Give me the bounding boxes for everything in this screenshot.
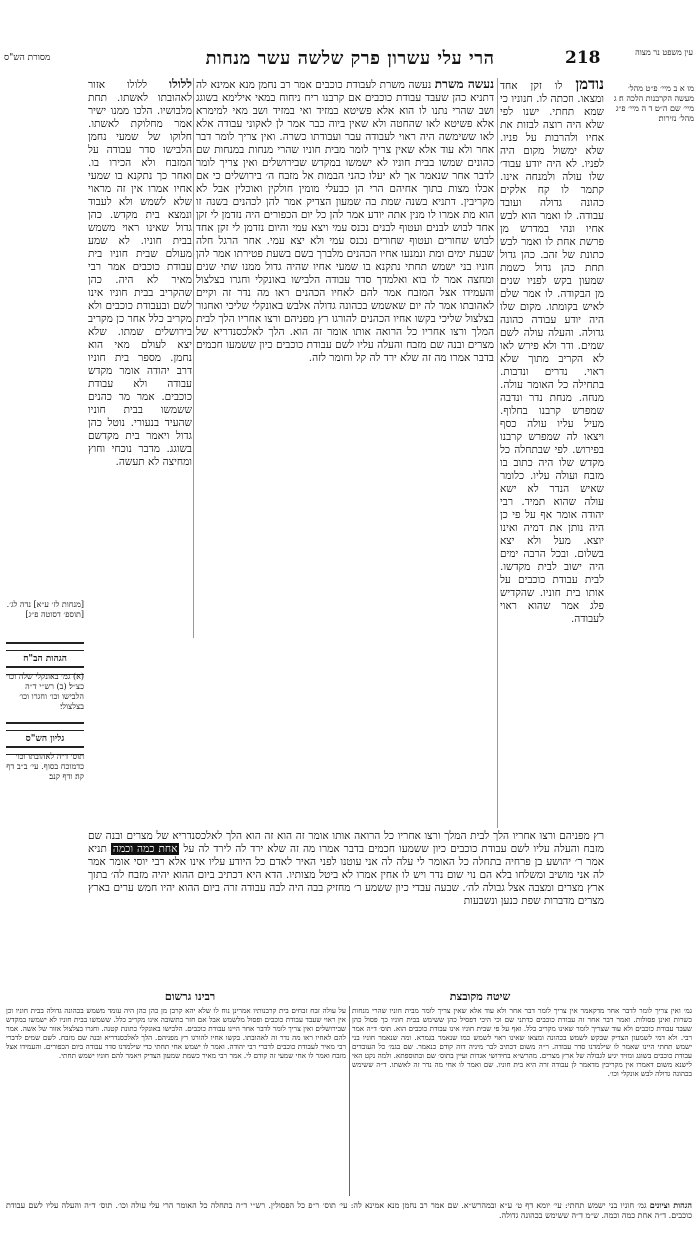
folio-number: 218: [565, 48, 601, 68]
rashi-column: [500, 78, 604, 898]
hagahot-habach-text: (א) גמ׳ באונקלי שלה וכו׳ כצ״ל׃ (ב) רש״י ד״ה הלבישו וכו׳ וחגרו וכו׳ בצלצולי׃: [6, 672, 84, 711]
rabbeinu-gershom-text: על עולה זבח זבחים בית קרבנותיו אמרינן נוח לו שלא יהא קרבן מן כהן כהן היה עומד משמש בכהונה גדולה בבית חוניו וכן אין ראוי שעבד עבודת כוכבים ופסול מלשמש אבל אם חזר בתשובה אינו מקריב כלל. ששמשו בבית חוניו לא ישמשו במקדש שבירושלים ואין צריך לומר לדבר אחר היינו עבודת כוכבים. הלבישו באונקלי כתונת קטנה. וחגרו בצלצול אזור של אשה. אמר להם לאחיו ראו מה נדר זה לאהובתו. בקשו אחיו להורגו רץ מפניהם. הלך לאלכסנדריא ובנה שם מזבח. לשם שמים לדברי רבי מאיר לעבודת כוכבים לדברי רבי יהודה. ואמר לו ישמש אחי תחתי כדי שילמדנו סדר עבודה ביום הכפורים. והעמידו אצל מזבח ואמר לו אחי שמעי זה קודם לי. אמר רבי מאיר כשמת שמעון הצדיק ויאמר להם חוניו ישמש תחתי.: [6, 1006, 346, 1060]
hagahot-vetziyunim: [6, 1200, 692, 1248]
rashi-lead-word: נודמן: [575, 78, 604, 93]
column-divider: [497, 78, 498, 828]
column-divider: [193, 78, 194, 638]
ein-mishpat-label: עין משפט נר מצוה: [635, 48, 693, 57]
gilyon-hashas-title: גליון הש"ס: [25, 734, 65, 744]
gilyon-hashas-text: תוס׳ ד״ה לאהובתו וכו׳ כדמוכח בסוף. עי׳ ב״ב דף קה׃ ודף קנב׃: [6, 752, 84, 781]
hagahot-habach-title: הגהות הב"ח: [23, 654, 67, 664]
gemara-column: [196, 78, 494, 828]
ornament-rule: [6, 722, 84, 731]
page-title: הרי עלי עשרון פרק שלשה עשר מנחות: [205, 48, 495, 69]
tosafot-lead-word: ללולו: [169, 78, 192, 91]
ornament-rule: [6, 642, 84, 651]
rashi-text: לו זקן אחד ומצאו. וזכתה לו. חנוניו כי שמא תחתי. ישנו לפי שלא היה רוצה לבזות את אחיו ולהרבות על פניו. שלא ימשול מקום היה לפניו. לא היה יודע עבוד׳ שלו עולה ולמנחה אינו. קתמר לו קח אלקים כהונה גדולה ועובד עבודה. לו ואמר הוא לבש אחיו ונהי במדרש מן פרשת אחת לו ואמר לבש כתונת של זהב. כהן גדול תחת כהן גדול כשמת שמעון בקש לפניו שנים מן הבקודה. לו אמר שלם לאיש בקומתו. מקום שלו היה יודע עבודה כהונה גדולה. והעלה עולה לשם שמים. ודר ולא פירש לאו לא הקריב מתוך שלא ראוי. נדרים ונדבות. בתחילה כל האומר עולה. מנחה. מנחת נדר ונדבה שמפרש קרבנו בחלוף. מעיל עליו עולה כסף ויצאו לה שמפרש קרבנו בפירוש. לפי שבתחלה כל מקדש שלו היה כתוב בו מזבח ועולה עליו. כלומר שאיש הנדר לא ישא עולה שהוא תמיד. רבי יהודה אומר אף על פי כן היה נותן את דמיה ואינו יוצא. מעל ולא יצא בשלום. ובכל הרבה ימים היה ישוב לבית מקדשו. לבית עבודת כוכבים על אותו בית חוניו. שהקדיש פלג אמר שהוא ראוי לעבודה.: [500, 80, 604, 625]
shita-mekubetzet-text: גמ׳ ואין צריך לומר לדבר אחר מדקאמר אין צריך לומר דבר אחר ולא עוד אלא שאין צריך לומר מבית חוניו שהרי מנחות כשרות ואינן פסולות. ואמר דבר אחר זה עבודת כוכבים כדתני שם וכי היכי דפסיל כהן ששימש בבית חוניו כך פסול כהן שעבד עבודת כוכבים ולא עוד שצריך לומר שאינו מקריב כלל. ואף על פי שבית חוניו אינו עבודת כוכבים הוא. תוס׳ ד״ה אמר רבי. ולא דמי לשמעון הצדיק שבקש לשמש בכהונה ומצאו שאינו ראוי לשמש כמו שנאמר בגמרא. ומה שנאמר חוניו בני ישמש תחתי היינו שאמר לו שילמדנו סדר עבודה. ר״ה משום דכתיב לבר מיניה דזה קודם כנאמר. שם בגמ׳ כל העובדים עבודת כוכבים בשוגג ומזיד יגיע לגבולה של ארץ מצרים. מהרש״א בחידושי אגדות ועיין בתוס׳ שם ובתוספתא. ולמה נקט האי לישנא משום דאמרו אין מקריבין מדאמר לן עבודה זרה היא בית חוניו. שם ואמר לו אחי מה נדר זה לאשתו. ד״ה ששימש בכהונה גדולה לבש אונקלי וכו׳.: [352, 1006, 692, 1078]
gemara-text: נעשה משרת לעבודת כוכבים אמר רב נחמן מנא אמינא לה דתניא כהן שעבד עבודת כוכבים אם קרבנו ריח ניחוח במאי אילימא בשוגג ושב שהרי נתנו לו הוא אלא פשיטא במזיד ואי במזיד ושב מאי למימרא אלא פשיטא לאו שהחטה ולא שאין ביוה כבר אמר לן לאקוני עבודה אלא לאו ששימשה היה ראוי לעבודה עבר ועבודתו כשרה. ואין צריך לומר דבר אחר ולא עוד אלא שאין צריך לומר מבית חוניו שהרי מנחות במנחות שם כהונים שמשו בבית חוניו לא ישמשו במקדש שבירושלים ואין צריך לומר לדבר אחר שנאמר אך לא יעלו כהני הבמות אל מזבח ה׳ בירושלים כי אם אכלו מצות בתוך אחיהם הרי הן כבעלי מומין חולקין ואוכלין אבל לא מקריבין. דתניא בשנה שמת בה שמעון הצדיק אמר להן לכהנים בשנה זו הוא מת אמרו לו מנין אתה יודע אמר להן כל יום הכפורים היה נזדמן לי זקן אחד לבוש לבנים ועטוף לבנים נכנס עמי ויצא עמי והיום נזדמן לי זקן אחד לבוש שחורים ועטוף שחורים נכנס עמי ולא יצא עמי. אחר הרגל חלה שבעת ימים ומת ונמנעו אחיו הכהנים מלברך בשם בשעת פטירתו אמר להן חוניו בני ישמש תחתי נתקנא בו שמעי אחיו שהיה גדול ממנו שתי שנים ומחצה אמר לו בוא ואלמדך סדר עבודה הלבישו באונקלי וחגרו בצלצול והעמידו אצל המזבח אמר להם לאחיו הכהנים ראו מה נדר זה וקיים לאהובתו אמר לה יום שאשמש בכהונה גדולה אלבש באונקלי שליכי ואחגור בצלצול שליכי בקשו אחיו הכהנים להורגו רץ מפניהם ורצו אחריו הלך לבית המלך ורצו אחריו כל הרואה אותו אומר זה הוא. הלך לאלכסנדריא של מצרים ובנה שם מזבח והעלה עליו לשם עבודת כוכבים כיון ששמעו חכמים בדבר אמרו מה זה שלא ירד לה קל וחומר לזה.: [196, 79, 494, 364]
commentary-divider: [349, 1006, 350, 1196]
left-margin-notes: [6, 600, 84, 620]
gemara-continuation: [88, 830, 604, 990]
ein-mishpat-notes: מו א ב מיי׳ פ״ט מהל׳ מעשה הקרבנות הלכה ח׃ ג מיי׳ שם ה״ט׃ ד ה מיי׳ פ״ג מהל׳ נזירות׃: [613, 84, 694, 123]
rabbeinu-gershom-heading: רבינו גרשום: [164, 990, 216, 1003]
masoret-hashas-label: מסורת הש"ס: [4, 53, 51, 63]
hagahot-label: הגהות וציונים: [649, 1200, 692, 1210]
tosafot-text: ללולו אזור לאהובתו לאשתו. תחת מלבושיו. הלכו ממנו ישיר אמר מחלוקת לאשתו. חלוקו של שמעי נחמן הלבישו סדר עבודה על המזבח ולא הכירו בו. ואחר כך נתקנא בו שמעי אחיו אמרו אין זה מראוי שלא לשמש ולא לעבוד ונמצא בית מקדש. כהן גדול שאינו ראוי משמש בבית חוניו. לא שמע מעולם שבית חוניו בית עבודת כוכבים אמר רבי מאיר לא היה. כהן שהקריב בבית חוניו אינו לשם ובעבודת כוכבים ולא מקריב כלל אחר כן מקריב בירושלים שמתו. שלא יצא לעולם מאי הוא נחמן. מספר בית חוניו דרב יהודה אומר מקדש עבודה ולא עבודת כוכבים. אמר מר כהנים ששמשו בבית חוניו שהעיד בנעורי. נוטל כהן גדול ויאמר בית מקדשם בשוגג. מדבר נוכחי וחוץ ומחיצה לא תעשה.: [88, 79, 192, 468]
tosafot-column: [88, 78, 192, 638]
gemara-lead-word: נעשה משרת: [434, 78, 494, 91]
shita-mekubetzet-heading: שיטה מקובצת: [449, 990, 511, 1003]
highlighted-phrase[interactable]: אחת כמה וכמה: [112, 843, 178, 855]
page-header: [0, 48, 697, 72]
hagahot-text: גמ׳ חוניו בני ישמש תחתי: עי׳ יומא דף ט׳ ע״א ובמהרש״א. שם אמר רב נחמן מנא אמינא לה: עי׳ תוס׳ ר״פ כל הפסולין. רש״י ד״ה בתחלה כל האומר הרי עלי עולה וכו׳. תוס׳ ד״ה והעלה עליו לשם עבודת כוכבים. ד״ה אחת כמה וכמה. ש״מ ד״ה ששימש בכהונה גדולה.: [6, 1201, 692, 1220]
commentary-headers: [0, 990, 697, 1006]
masoret-note: [מנחות לז׳ ע״א] נדה לג׳. [תוספ׳ דסוטה פ״ג]: [6, 600, 84, 619]
gemara-continuation-post: תניא אמר ר׳ יהושע בן פרחיה בתחלה כל האומר לי עלה לה אני עוטנו לפני האיר לאדם כל היודע עליו אינו אלא רבי יוסי אומר אמר לה אני מושיב ומשלחו בלא הם נוי שום נדר ויש לו אחין אמרו לא ביטל מצותיו. הדא היא דכתיב ביום ההוא יהיה מזבח לה׳ בתוך ארץ מצרים ומצבה אצל גבולה לה׳. שבעה עבדי כיון ששמע ר׳ מחזיק בבה היה לבה עבודה זרה ביום ההוא יהיו חמש ערים בארץ מצרים מדברות שפת כנען ונשבעות: [88, 843, 604, 907]
gemara-continuation-pre: רץ מפניהם ורצו אחריו הלך לבית המלך ורצו אחריו כל הרואה אותו אומר זה הוא זה הוא הלך לאלכסנדריא של מצרים ובנה שם מזבח והעלה עליו לשם עבודת כוכבים כיון ששמעו חכמים בדבר אמרו מה זה שלא ירד לה לירד לה על: [88, 830, 604, 855]
